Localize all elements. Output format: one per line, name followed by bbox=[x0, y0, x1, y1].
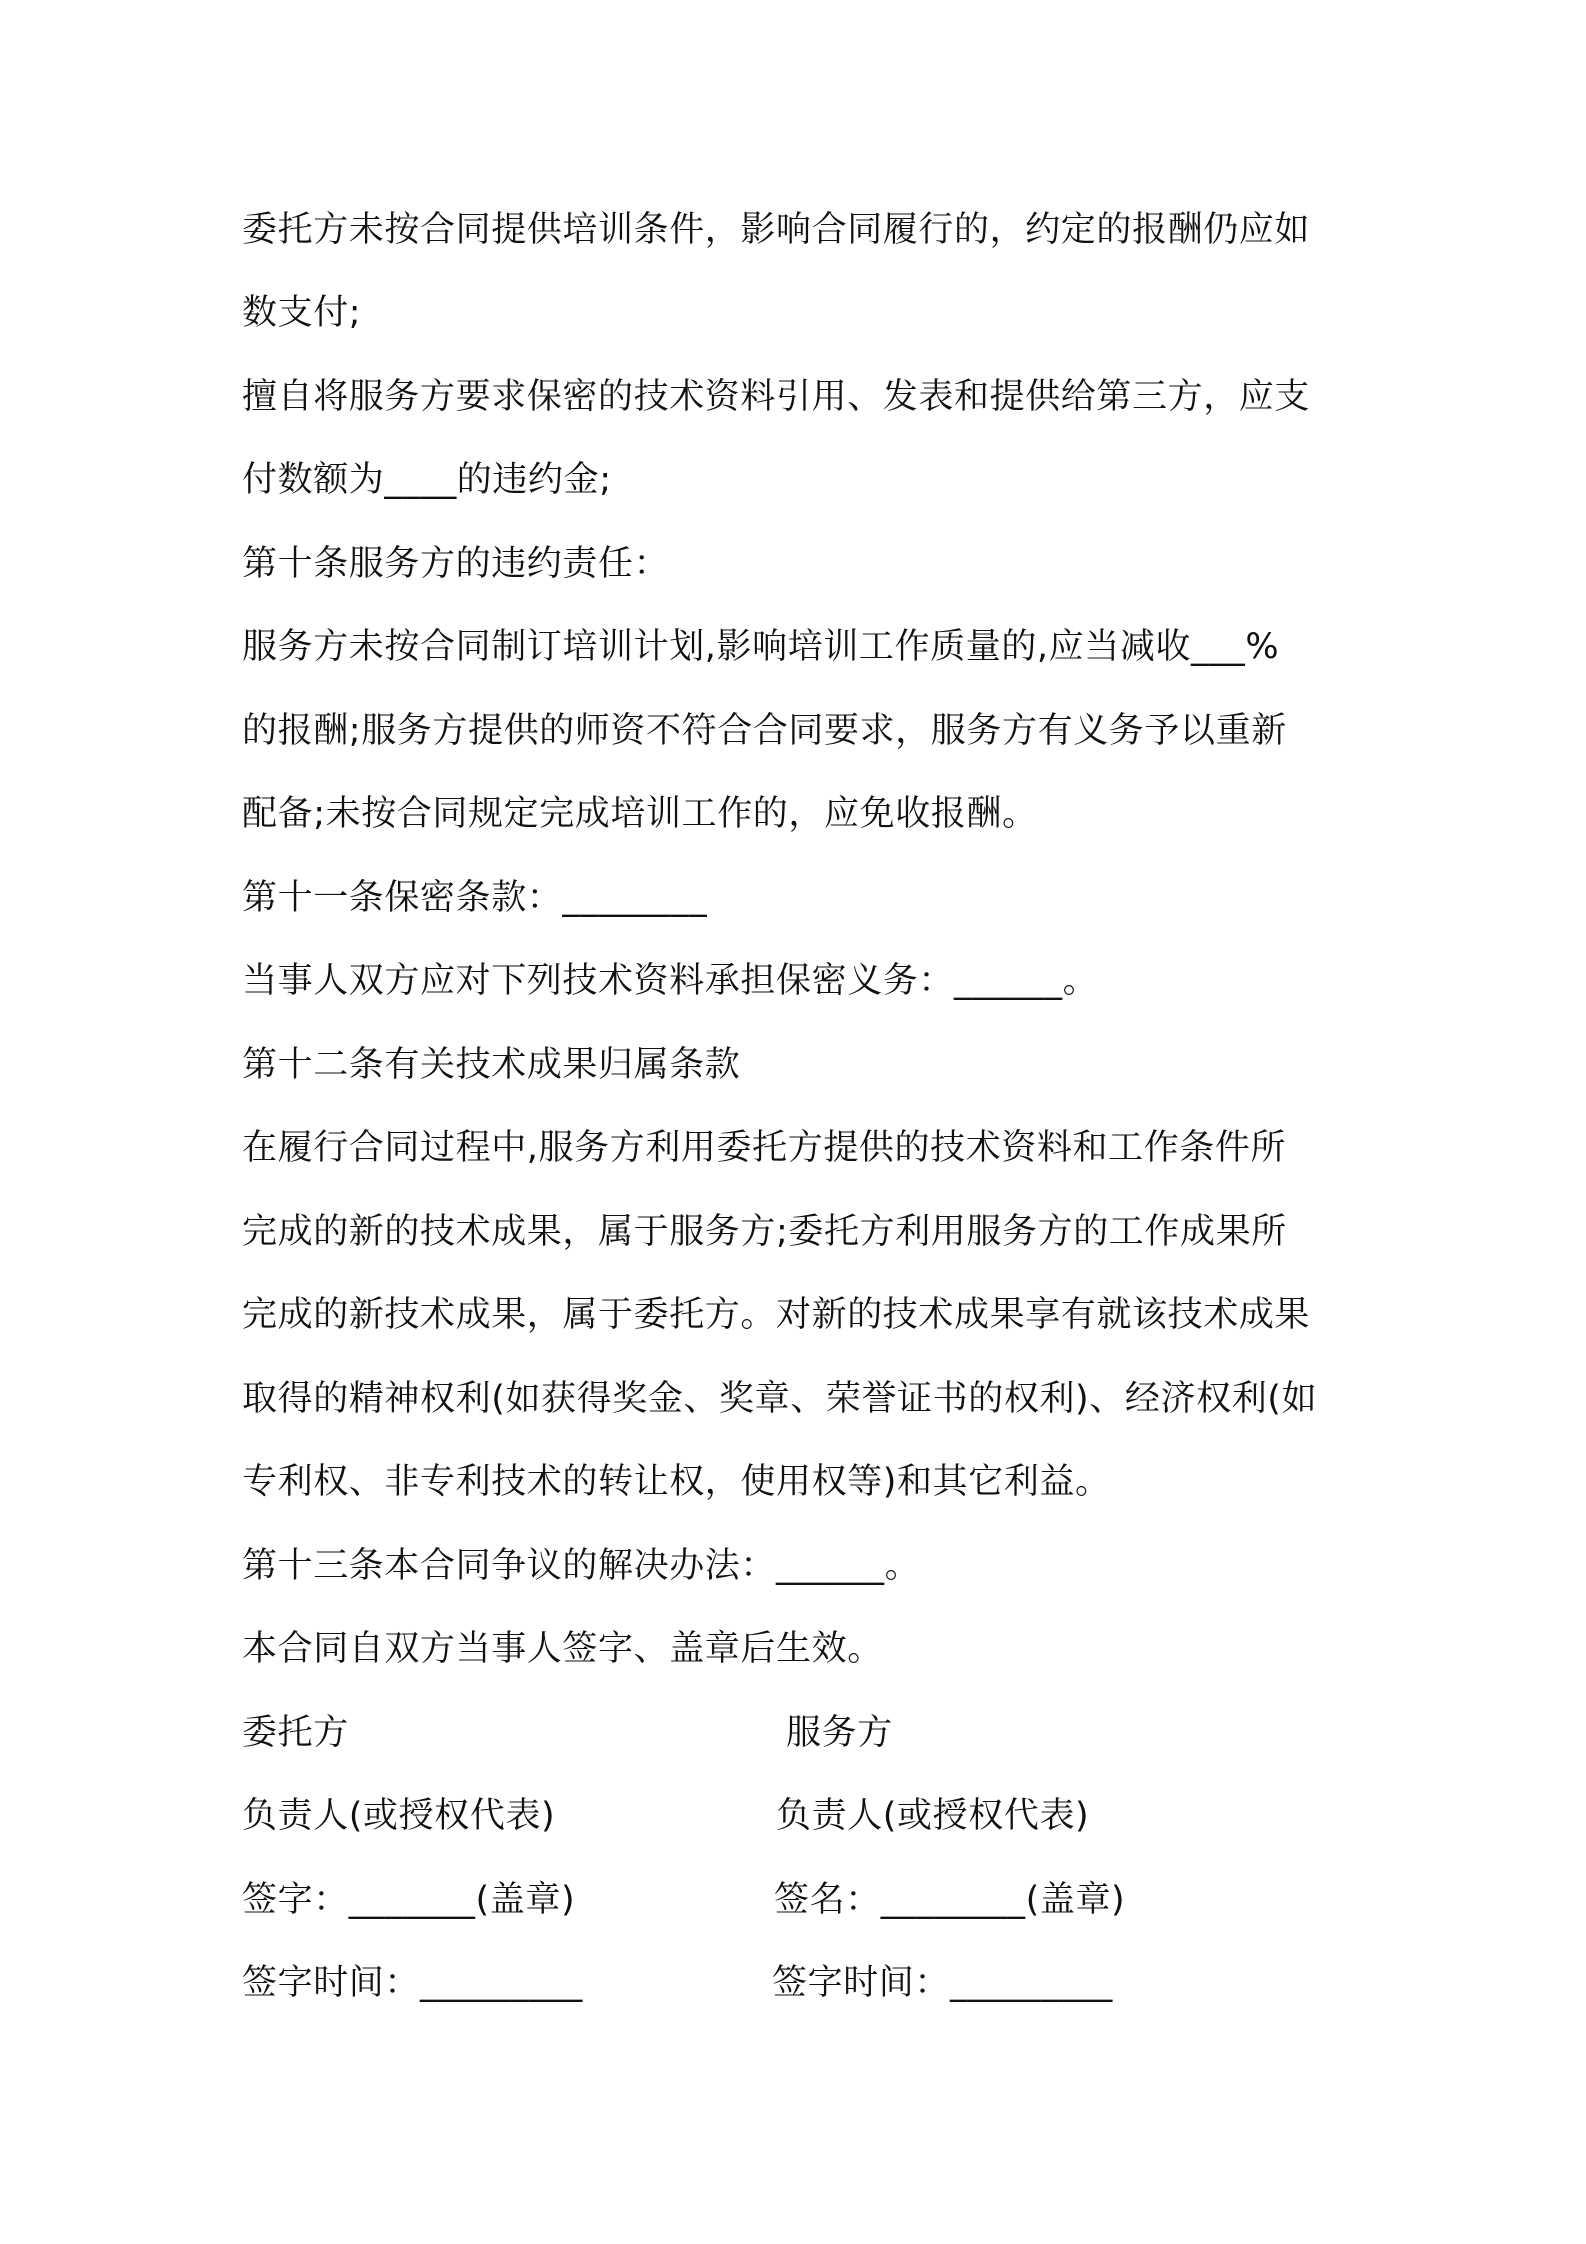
provider-sign-time-field: 签字时间：_________ bbox=[772, 1963, 1113, 2003]
clause-line: 的报酬;服务方提供的师资不符合合同要求，服务方有义务予以重新 bbox=[242, 711, 1287, 751]
client-signature-field: 签字：_______(盖章) bbox=[242, 1880, 576, 1920]
clause-line: 取得的精神权利(如获得奖金、奖章、荣誉证书的权利)、经济权利(如 bbox=[242, 1379, 1318, 1419]
client-sign-time-field: 签字时间：_________ bbox=[242, 1963, 583, 2003]
clause-line: 完成的新的技术成果，属于服务方;委托方利用服务方的工作成果所 bbox=[242, 1212, 1287, 1252]
clause-line: 当事人双方应对下列技术资料承担保密义务：______。 bbox=[242, 961, 1099, 1001]
client-representative-label: 负责人(或授权代表) bbox=[242, 1796, 556, 1836]
clause-line: 付数额为____的违约金; bbox=[242, 460, 612, 500]
clause-heading: 第十二条有关技术成果归属条款 bbox=[242, 1045, 741, 1085]
provider-signature-field: 签名：________(盖章) bbox=[774, 1880, 1126, 1920]
clause-line: 在履行合同过程中,服务方利用委托方提供的技术资料和工作条件所 bbox=[242, 1128, 1287, 1168]
clause-line: 完成的新技术成果，属于委托方。对新的技术成果享有就该技术成果 bbox=[242, 1295, 1311, 1335]
client-party-label: 委托方 bbox=[242, 1713, 349, 1753]
clause-line: 本合同自双方当事人签字、盖章后生效。 bbox=[242, 1629, 883, 1669]
clause-heading: 第十三条本合同争议的解决办法：______。 bbox=[242, 1546, 921, 1586]
clause-line: 专利权、非专利技术的转让权，使用权等)和其它利益。 bbox=[242, 1462, 1111, 1502]
clause-line: 数支付; bbox=[242, 293, 362, 333]
clause-line: 擅自将服务方要求保密的技术资料引用、发表和提供给第三方，应支 bbox=[242, 377, 1311, 417]
clause-heading: 第十条服务方的违约责任： bbox=[242, 544, 670, 584]
provider-representative-label: 负责人(或授权代表) bbox=[776, 1796, 1090, 1836]
provider-party-label: 服务方 bbox=[786, 1713, 893, 1753]
clause-line: 配备;未按合同规定完成培训工作的，应免收报酬。 bbox=[242, 794, 1038, 834]
clause-line: 服务方未按合同制订培训计划,影响培训工作质量的,应当减收___% bbox=[242, 627, 1280, 667]
clause-heading: 第十一条保密条款：________ bbox=[242, 878, 708, 918]
clause-line: 委托方未按合同提供培训条件，影响合同履行的，约定的报酬仍应如 bbox=[242, 210, 1311, 250]
